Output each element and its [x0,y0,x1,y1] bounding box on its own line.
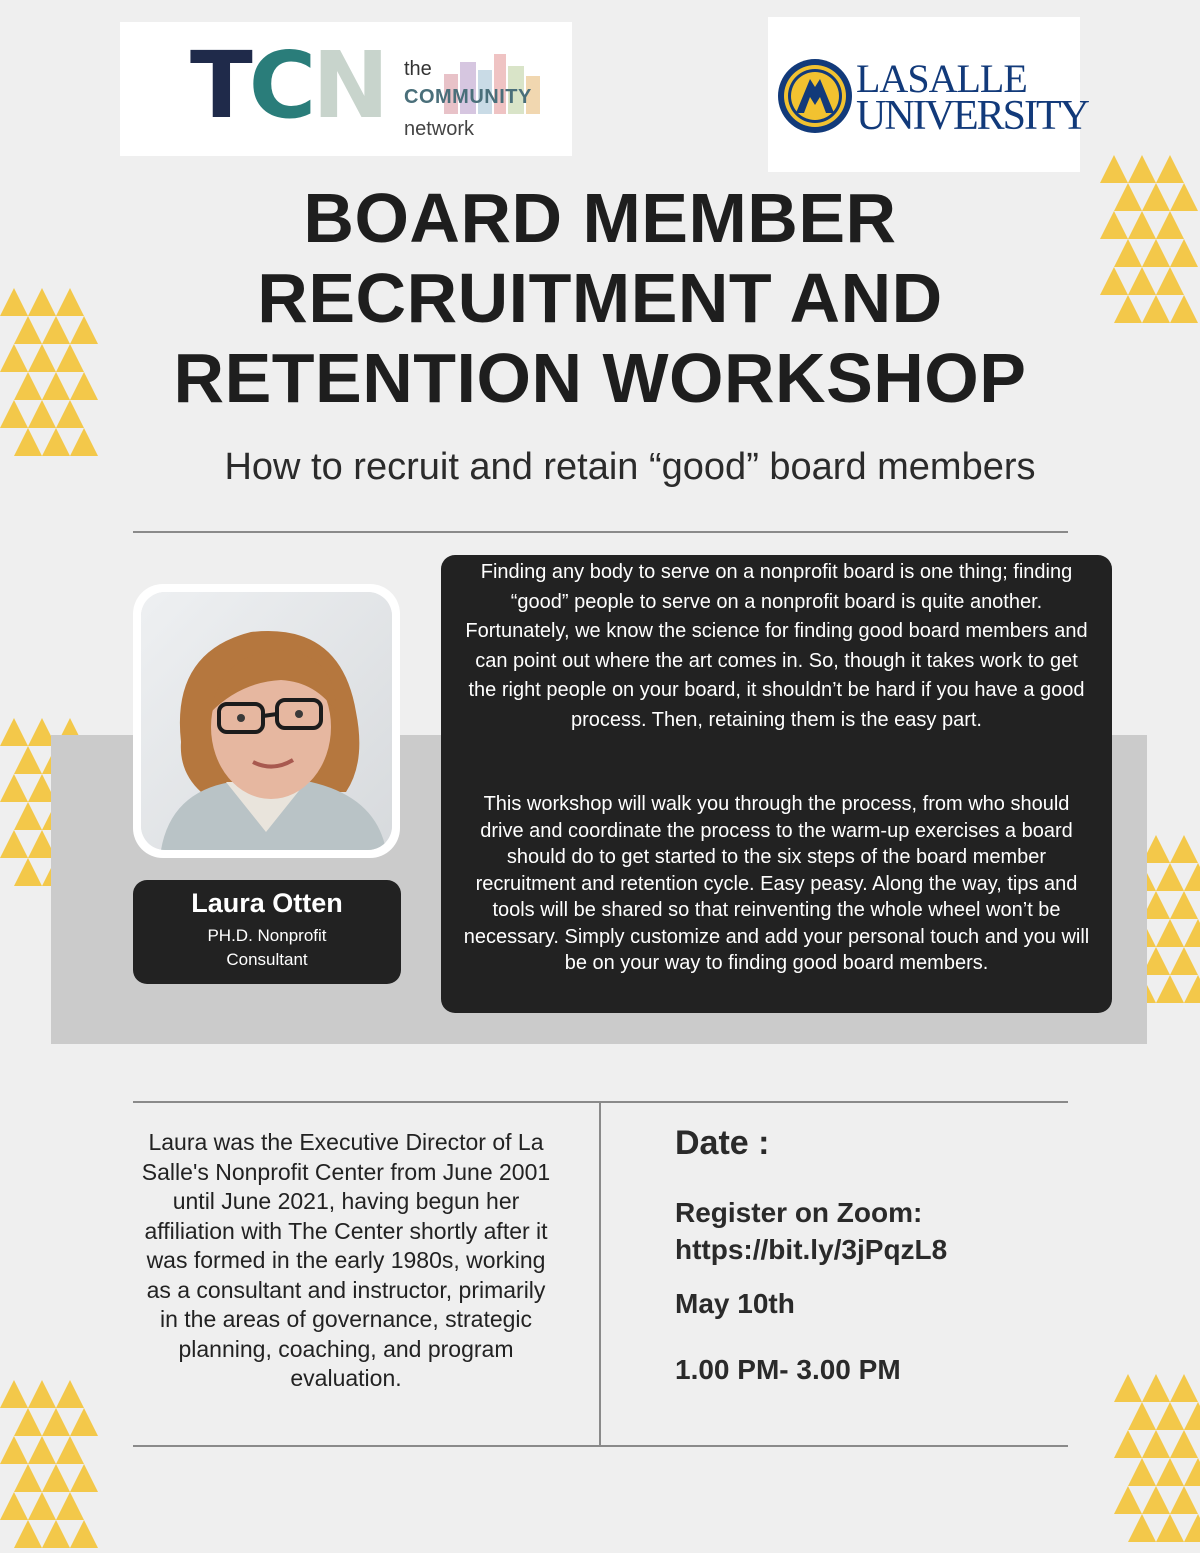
speaker-bio: Laura was the Executive Director of La Salle's Nonprofit Center from June 2001 until June 2021, having begun her affiliation with The Center shortly after it was formed in the early 1980s, working as a consultant and instructor, primarily in the areas of governance, strategic planning, coaching, and program evaluation. [141,1129,551,1391]
tcn-the-text: the [404,58,432,80]
speaker-role [133,924,401,972]
lasalle-text-line1: LASALLE [856,56,1027,101]
lasalle-text-line2: UNIVERSITY [856,93,1088,139]
workshop-subtitle: How to recruit and retain “good” board members [224,446,1036,488]
triangle-pattern-left-bottom [0,1380,100,1548]
description-paragraph-2: This workshop will walk you through the process, from who should drive and coordinate the process to the warm-up exercises a board should do to get started to the six steps of the board member recruitment and retention cycle. Easy peasy. Along the way, tips and tools will be shared so that reinventing the whole wheel won’t be necessary. Simply customize and add your personal touch and you will be on your way to finding good board members. [463,793,1090,974]
register-label: Register on Zoom: [675,1197,923,1228]
description-paragraph-1: Finding any body to serve on a nonprofit board is one thing; finding “good” people to serve on a nonprofit board is quite another. Fortunately, we know the science for finding good board members and can point out where the art comes in. So, though it takes work to get the right people on your board, it shouldn’t be hard if you have a good process. Then, retaining them is the easy part. [465,561,1088,731]
title-line-3: RETENTION WORKSHOP [173,339,1027,417]
tcn-letters: TCN [190,32,386,139]
register-info [675,1194,947,1268]
title-line-1: BOARD MEMBER [303,179,897,257]
divider-bottom [133,1445,1068,1447]
speaker-role-line2: Consultant [226,950,308,969]
triangle-pattern-right-bottom [1114,1374,1200,1542]
divider-vertical [599,1103,601,1447]
tcn-community-text: COMMUNITY [404,86,532,108]
date-label: Date : [675,1124,770,1162]
tcn-logo [120,22,572,156]
event-time: 1.00 PM- 3.00 PM [675,1354,901,1385]
tcn-network-text: network [404,118,475,140]
event-date: May 10th [675,1288,795,1319]
workshop-description-box [441,555,1112,1013]
divider-top [133,531,1068,533]
speaker-photo [141,592,392,850]
speaker-portrait-image [141,592,392,850]
title-line-2: RECRUITMENT AND [257,259,943,337]
speaker-name: Laura Otten [191,888,343,918]
workshop-title [0,178,1200,418]
speaker-role-line1: PH.D. Nonprofit [207,926,327,945]
register-link[interactable]: https://bit.ly/3jPqzL8 [675,1234,948,1265]
lasalle-university-logo [768,17,1088,172]
speaker-photo-frame [133,584,400,858]
speaker-name-card [133,880,401,984]
lasalle-seal-icon [776,57,854,135]
